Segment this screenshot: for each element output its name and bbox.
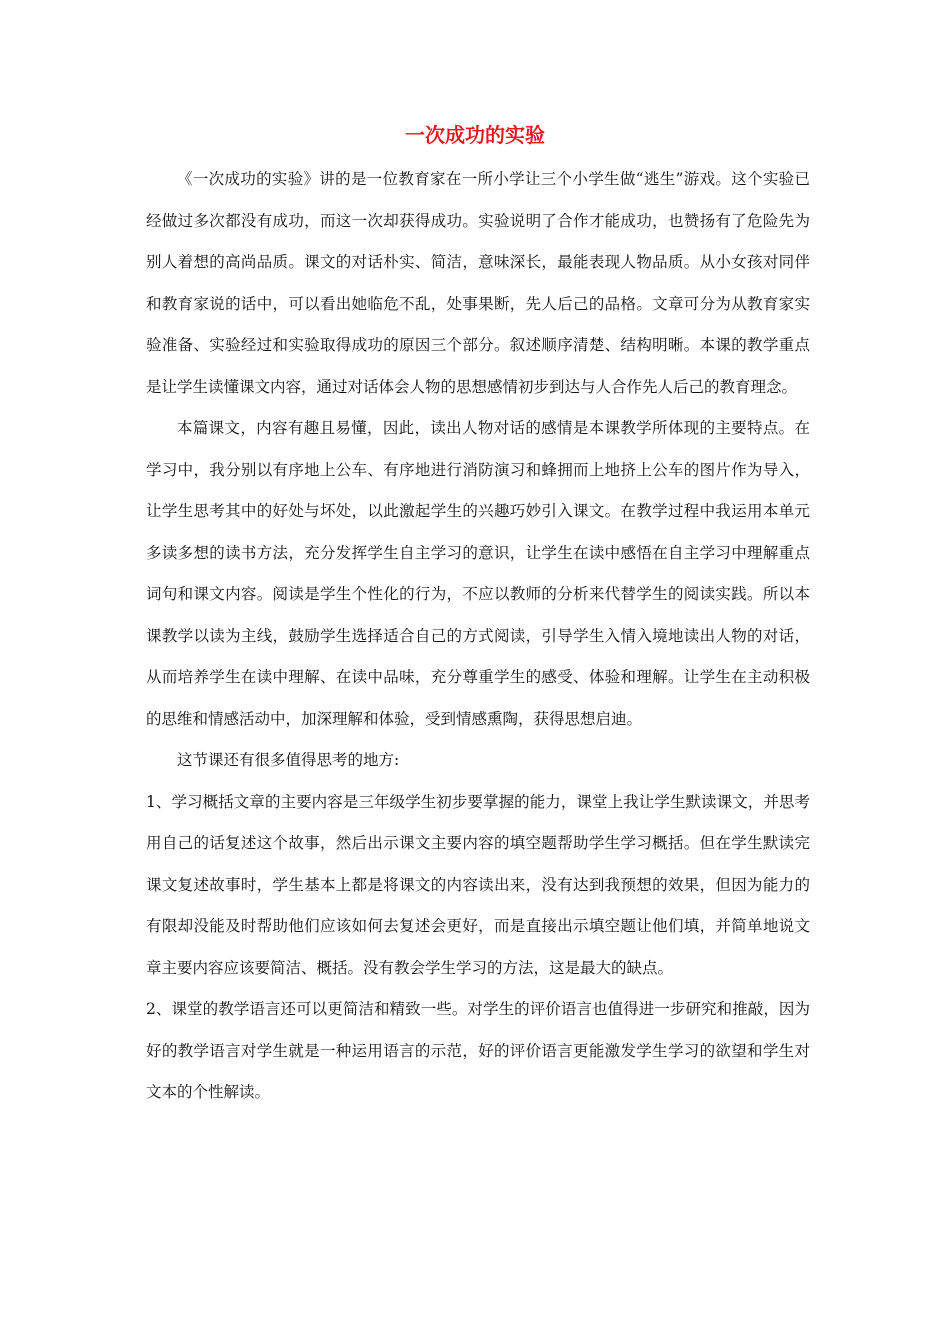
paragraph-intro: 《一次成功的实验》讲的是一位教育家在一所小学让三个小学生做“逃生”游戏。这个实验已经做过多次都没有成功，而这一次却获得成功。实验说明了合作才能成功，也赞扬有了危险先为别人着想的高尚品质。课文的对话朴实、简洁，意味深长，最能表现人物品质。从小女孩对同伴和教育家说的话中，可以看出她临危不乱，处事果断，先人后己的品格。文章可分为从教育家实验准备、实验经过和实验取得成功的原因三个部分。叙述顺序清楚、结构明晰。本课的教学重点是让学生读懂课文内容，通过对话体会人物的思想感情初步到达与人合作先人后己的教育理念。 — [146, 170, 810, 396]
reflection-item-2: 2、课堂的教学语言还可以更简洁和精致一些。对学生的评价语言也值得进一步研究和推敲，因为好的教学语言对学生就是一种运用语言的示范，好的评价语言更能激发学生学习的欲望和学生对文本的个性解读。 — [146, 1000, 810, 1101]
document-body — [146, 159, 810, 1114]
paragraph-teaching: 本篇课文，内容有趣且易懂，因此，读出人物对话的感情是本课教学所体现的主要特点。在学习中，我分别以有序地上公车、有序地进行消防演习和蜂拥而上地挤上公车的图片作为导入，让学生思考其中的好处与坏处，以此激起学生的兴趣巧妙引入课文。在教学过程中我运用本单元多读多想的读书方法，充分发挥学生自主学习的意识，让学生在读中感悟在自主学习中理解重点词句和课文内容。阅读是学生个性化的行为，不应以教师的分析来代替学生的阅读实践。所以本课教学以读为主线，鼓励学生选择适合自己的方式阅读，引导学生入情入境地读出人物的对话，从而培养学生在读中理解、在读中品味，充分尊重学生的感受、体验和理解。让学生在主动积极的思维和情感活动中，加深理解和体验，受到情感熏陶，获得思想启迪。 — [146, 419, 810, 728]
document-title: 一次成功的实验 — [405, 123, 545, 147]
reflection-item-1: 1、学习概括文章的主要内容是三年级学生初步要掌握的能力，课堂上我让学生默读课文，并思考用自己的话复述这个故事，然后出示课文主要内容的填空题帮助学生学习概括。但在学生默读完课文复述故事时，学生基本上都是将课文的内容读出来，没有达到我预想的效果，但因为能力的有限却没能及时帮助他们应该如何去复述会更好，而是直接出示填空题让他们填，并简单地说文章主要内容应该要简洁、概括。没有教会学生学习的方法，这是最大的缺点。 — [146, 792, 810, 977]
paragraph-reflection-lead: 这节课还有很多值得思考的地方: — [177, 751, 400, 769]
